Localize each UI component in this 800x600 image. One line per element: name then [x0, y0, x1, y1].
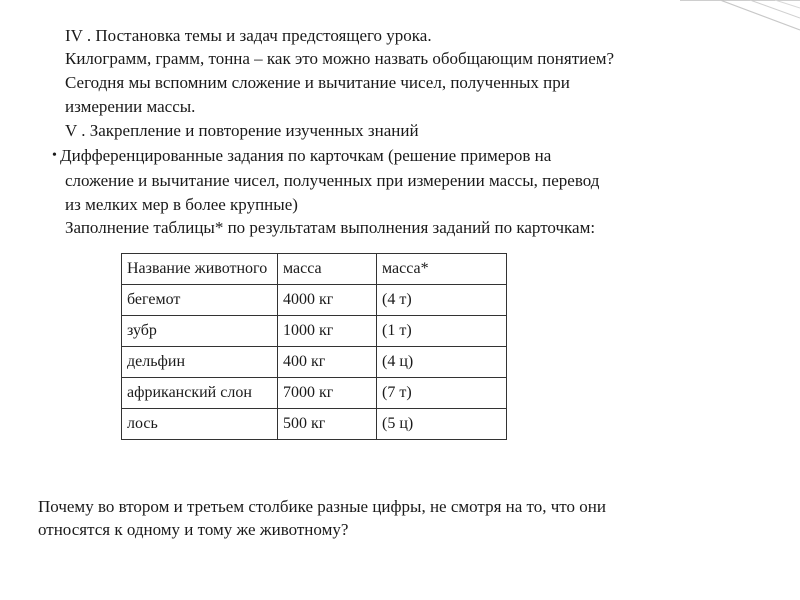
table-row [122, 285, 507, 316]
closing-question-line-1: Почему во втором и третьем столбике разные цифры, не смотря на то, что они [38, 497, 606, 516]
header-mass: масса [278, 254, 377, 285]
cell-animal: африканский слон [122, 378, 278, 409]
corner-decoration [660, 0, 800, 40]
bullet-icon: • [52, 148, 57, 163]
table-row [122, 409, 507, 440]
intro-question: Килограмм, грамм, тонна – как это можно назвать обобщающим понятием? [65, 49, 615, 68]
closing-question-line-2: относятся к одному и тому же животному? [38, 520, 349, 539]
table-row [122, 347, 507, 378]
cell-mass: 4000 кг [278, 285, 377, 316]
cell-animal: бегемот [122, 285, 278, 316]
cell-animal: дельфин [122, 347, 278, 378]
cell-mass-star: (5 ц) [377, 409, 507, 440]
cell-mass-star: (7 т) [377, 378, 507, 409]
cell-mass: 400 кг [278, 347, 377, 378]
cell-mass-star: (1 т) [377, 316, 507, 347]
intro-text-line-1: Сегодня мы вспомним сложение и вычитание чисел, полученных при [65, 73, 570, 92]
cell-mass-star: (4 т) [377, 285, 507, 316]
cell-animal: лось [122, 409, 278, 440]
cell-animal: зубр [122, 316, 278, 347]
cell-mass-star: (4 ц) [377, 347, 507, 378]
header-animal: Название животного [122, 254, 278, 285]
intro-text-line-2: измерении массы. [65, 97, 196, 116]
cell-mass: 500 кг [278, 409, 377, 440]
bullet-text-line-2: сложение и вычитание чисел, полученных при измерении массы, перевод [65, 171, 600, 190]
bullet-text-line-1: Дифференцированные задания по карточкам (решение примеров на [60, 146, 552, 165]
section-iv-heading: IV . Постановка темы и задач предстоящего урока. [65, 26, 432, 45]
section-v-heading: V . Закрепление и повторение изученных знаний [65, 121, 419, 140]
mass-table [121, 253, 507, 440]
bullet-text-line-3: из мелких мер в более крупные) [65, 195, 298, 214]
table-header-row [122, 254, 507, 285]
cell-mass: 7000 кг [278, 378, 377, 409]
cell-mass: 1000 кг [278, 316, 377, 347]
table-intro: Заполнение таблицы* по результатам выполнения заданий по карточкам: [65, 218, 596, 237]
table-row [122, 316, 507, 347]
header-mass-star: масса* [377, 254, 507, 285]
table-row [122, 378, 507, 409]
